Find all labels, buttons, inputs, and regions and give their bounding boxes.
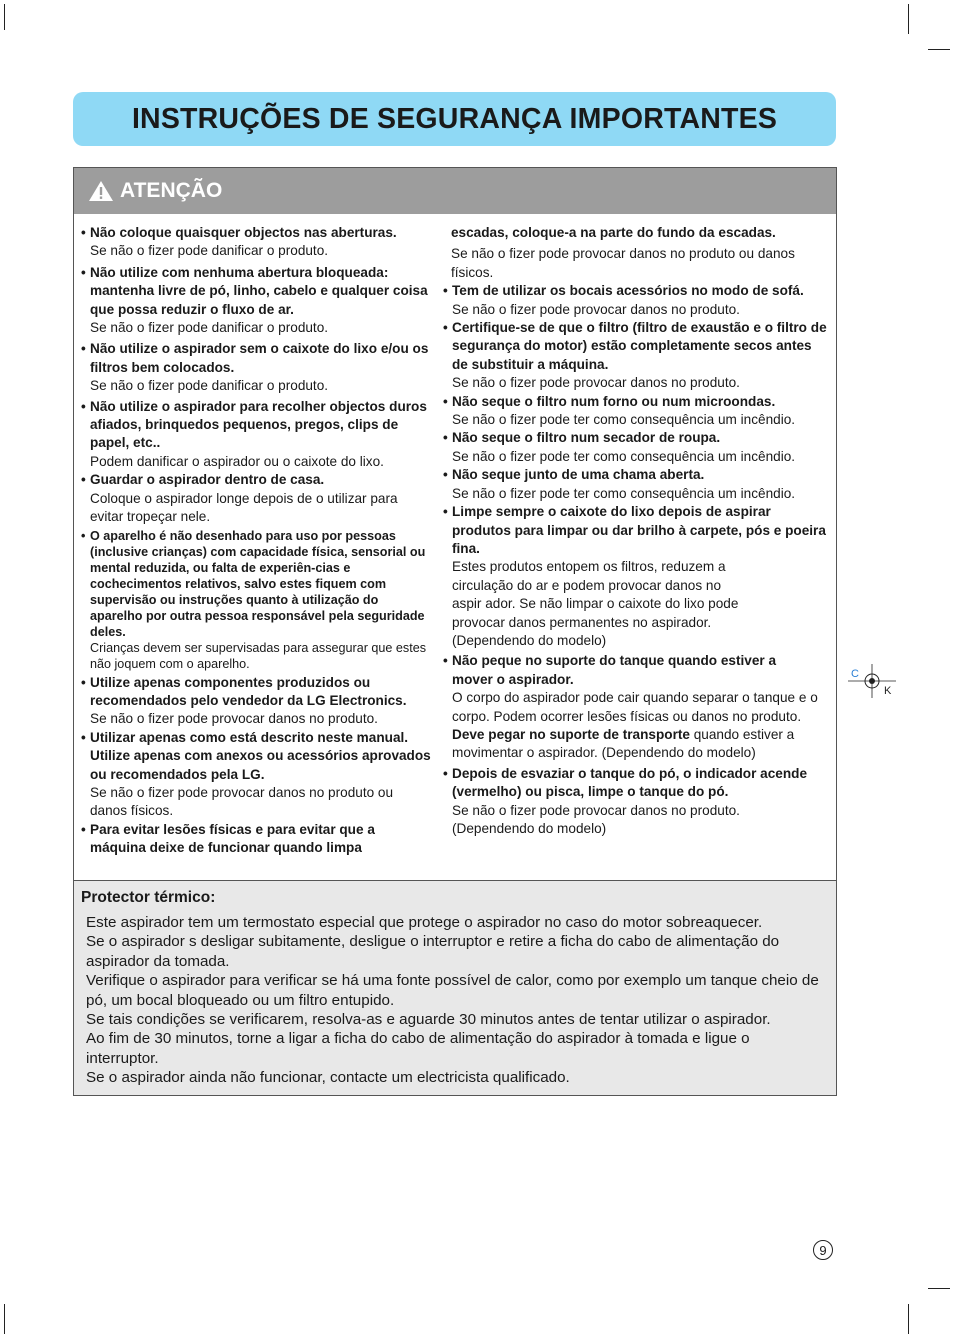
crop-mark (4, 1304, 5, 1334)
list-item: • Não peque no suporte do tanque quando estiver a mover o aspirador. O corpo do aspirador pode cair quando separar o tanque e o corpo. Podem ocorrer lesões físicas ou danos no produto. Deve pegar no suporte de transporte quando estiver a movimentar o aspirador. (Dependendo do modelo) (443, 652, 831, 762)
list-item: • O aparelho é não desenhado para uso por pessoas (inclusive crianças) com capacidade física, sensorial ou mental reduzida, ou falta de experiên-cias e cochecimentos relativos, salvo estes fiquem com supervisão ou instruções quanto à utilização do aparelho por outra pessoa responsável pela seguridade deles. Crianças devem ser supervisadas para assegurar que estes não joquem com o aparelho. (81, 528, 433, 672)
list-item: • Não seque o filtro num forno ou num microondas. Se não o fizer pode ter como consequência um incêndio. (443, 393, 831, 430)
registration-k-label: K (884, 685, 892, 697)
item-text: quando estiver a movimentar o aspirador. (Dependendo do modelo) (452, 726, 795, 761)
item-text: Crianças devem ser supervisadas para assegurar que estes não joquem com o aparelho. (90, 640, 427, 671)
page-title: INSTRUÇÕES DE SEGURANÇA IMPORTANTES (131, 102, 778, 135)
attention-left-column (81, 224, 433, 858)
item-text: Se não o fizer pode danificar o produto. (90, 243, 329, 259)
crop-mark (928, 1288, 950, 1289)
item-text: Se não o fizer pode provocar danos no produto. (90, 711, 378, 727)
thermal-paragraph: Ao fim de 30 minutos, torne a ligar a ficha do cabo de alimentação do aspirador à tomada e ligue o interruptor. (86, 1030, 750, 1067)
list-item: • Certifique-se de que o filtro (filtro de exaustão e o filtro de segurança do motor) estão completamente secos antes de substituir a máquina. Se não o fizer pode provocar danos no produto. (443, 319, 831, 393)
list-item: • Utilizar apenas como está descrito neste manual. Utilize apenas com anexos ou acessórios aprovados ou recomendados pela LG. Se não o fizer pode provocar danos no produto ou danos físicos. (81, 729, 433, 821)
item-text: Se não o fizer pode provocar danos no produto ou danos físicos. (90, 784, 394, 819)
thermal-protector-box (73, 880, 837, 1096)
item-text: Se não o fizer pode danificar o produto. (90, 378, 329, 394)
item-text: Se não o fizer pode ter como consequência um incêndio. (452, 412, 796, 428)
item-text: O corpo do aspirador pode cair quando separar o tanque e o corpo. Podem ocorrer lesões físicas ou danos no produto. (452, 690, 818, 724)
thermal-paragraph: Se tais condições se verificarem, resolva-as e aguarde 30 minutos antes de tentar utilizar o aspirador. (86, 1011, 771, 1029)
list-item: • Utilize apenas componentes produzidos ou recomendados pelo vendedor da LG Electronics. Se não o fizer pode provocar danos no produto. (81, 674, 433, 729)
crop-mark (928, 49, 950, 50)
list-item: • Para evitar lesões físicas e para evitar que a máquina deixe de funcionar quando limpa (81, 821, 433, 858)
item-text: Se não o fizer pode provocar danos no produto. (452, 301, 740, 317)
thermal-title: Protector térmico: (81, 889, 216, 906)
thermal-paragraph: Se o aspirador s desligar subitamente, desligue o interruptor e retire a ficha do cabo de alimentação do aspirador da tomada. (86, 933, 780, 970)
item-heading: Não utilize o aspirador sem o caixote do lixo e/ou os filtros bem colocados. (90, 341, 429, 375)
item-heading: escadas, coloque-a na parte do fundo da escadas. (451, 225, 776, 240)
list-item: • Tem de utilizar os bocais acessórios no modo de sofá. Se não o fizer pode provocar danos no produto. (443, 282, 831, 319)
item-heading: O aparelho é não desenhado para uso por pessoas (inclusive crianças) com capacidade física, sensorial ou mental reduzida, ou falta de experiên-cias e cochecimentos relativos, salvo estes fiquem com supervisão ou instruções quanto à utilização do aparelho por outra pessoa responsável pela seguridade deles. (90, 528, 426, 639)
list-item: • Não coloque quaisquer objectos nas aberturas. Se não o fizer pode danificar o produto. (81, 224, 433, 261)
list-item: • Não seque o filtro num secador de roupa. Se não o fizer pode ter como consequência um incêndio. (443, 429, 831, 466)
crop-mark (908, 4, 909, 34)
attention-label: ATENÇÃO (120, 179, 223, 202)
list-item: • Depois de esvaziar o tanque do pó, o indicador acende (vermelho) ou pisca, limpe o tanque do pó. Se não o fizer pode provocar danos no produto. (Dependendo do modelo) (443, 765, 831, 839)
thermal-body (86, 913, 826, 1088)
item-text: Estes produtos entopem os filtros, reduzem a circulação do ar e podem provocar danos no aspir ador. Se não limpar o caixote do lixo pode provocar danos permanentes no aspirador. (Dependendo do modelo) (452, 559, 739, 648)
item-heading: Não seque junto de uma chama aberta. (452, 467, 705, 483)
item-text: Se não o fizer pode provocar danos no produto. (Dependendo do modelo) (452, 802, 740, 836)
item-heading: Não seque o filtro num forno ou num microondas. (452, 393, 776, 409)
thermal-paragraph: Este aspirador tem um termostato especial que protege o aspirador no caso do motor sobreaquecer. (86, 914, 763, 931)
item-text: Se não o fizer pode ter como consequência um incêndio. (452, 485, 796, 501)
list-item: • Limpe sempre o caixote do lixo depois de aspirar produtos para limpar ou dar brilho à carpete, pós e poeira fina. Estes produtos entopem os filtros, reduzem a circulação do ar e podem provocar danos no aspir ador. Se não limpar o caixote do lixo pode provocar danos permanentes no aspirador. (Dependendo do modelo) (443, 503, 831, 650)
item-heading: Tem de utilizar os bocais acessórios no modo de sofá. (452, 283, 804, 299)
item-heading: Utilize apenas componentes produzidos ou recomendados pelo vendedor da LG Electronics. (90, 674, 407, 708)
crop-mark (4, 4, 5, 30)
item-heading: Não seque o filtro num secador de roupa. (452, 430, 721, 446)
item-text: Se não o fizer pode provocar danos no produto. (452, 375, 740, 391)
item-text: Se não o fizer pode provocar danos no produto ou danos físicos. (451, 246, 795, 280)
item-heading: Certifique-se de que o filtro (filtro de exaustão e o filtro de segurança do motor) estão completamente secos antes de substituir a máquina. (452, 320, 827, 372)
crop-mark (908, 1304, 909, 1334)
attention-right-column (443, 224, 831, 838)
list-item: • Não utilize o aspirador sem o caixote do lixo e/ou os filtros bem colocados. Se não o fizer pode danificar o produto. (81, 340, 433, 395)
thermal-paragraph: Se o aspirador ainda não funcionar, contacte um electricista qualificado. (86, 1069, 570, 1087)
item-text: Se não o fizer pode danificar o produto. (90, 320, 329, 336)
item-heading: Depois de esvaziar o tanque do pó, o indicador acende (vermelho) ou pisca, limpe o tanque do pó. (452, 765, 808, 800)
list-item (443, 224, 831, 282)
list-item: • Não seque junto de uma chama aberta. Se não o fizer pode ter como consequência um incêndio. (443, 466, 831, 503)
item-heading: Utilizar apenas como está descrito neste manual. Utilize apenas com anexos ou acessórios aprovados ou recomendados pela LG. (90, 729, 431, 782)
item-text: Se não o fizer pode ter como consequência um incêndio. (452, 448, 796, 464)
list-item: • Não utilize com nenhuma abertura bloqueada: mantenha livre de pó, linho, cabelo e qualquer coisa que possa reduzir o fluxo de ar. Se não o fizer pode danificar o produto. (81, 264, 433, 338)
item-heading: Não coloque quaisquer objectos nas aberturas. (90, 225, 397, 240)
attention-header (74, 168, 836, 214)
attention-box (73, 167, 837, 882)
thermal-paragraph: Verifique o aspirador para verificar se há uma fonte possível de calor, como por exemplo um tanque cheio de pó, um bocal bloqueado ou um filtro entupido. (86, 972, 819, 1009)
item-text: Coloque o aspirador longe depois de o utilizar para evitar tropeçar nele. (90, 490, 398, 525)
page-number: 9 (813, 1240, 833, 1260)
item-heading: Não utilize com nenhuma abertura bloqueada: mantenha livre de pó, linho, cabelo e qualquer coisa que possa reduzir o fluxo de ar. (90, 264, 428, 317)
item-heading: Não peque no suporte do tanque quando estiver a mover o aspirador. (452, 653, 777, 687)
list-item: • Guardar o aspirador dentro de casa. Coloque o aspirador longe depois de o utilizar para evitar tropeçar nele. (81, 471, 433, 526)
item-heading: Para evitar lesões físicas e para evitar que a máquina deixe de funcionar quando limpa (90, 821, 375, 856)
warning-triangle-icon (88, 180, 114, 202)
list-item: • Não utilize o aspirador para recolher objectos duros afiados, brinquedos pequenos, pregos, clips de papel, etc.. Podem danificar o aspirador ou o caixote do lixo. (81, 398, 433, 472)
item-heading: Não utilize o aspirador para recolher objectos duros afiados, brinquedos pequenos, pregos, clips de papel, etc.. (90, 398, 427, 451)
item-text-bold: Deve pegar no suporte de transporte (452, 726, 690, 742)
item-text: Podem danificar o aspirador ou o caixote do lixo. (90, 453, 384, 469)
item-heading: Limpe sempre o caixote do lixo depois de aspirar produtos para limpar ou dar brilho à carpete, pós e poeira fina. (452, 504, 826, 556)
page-title-banner (73, 92, 836, 146)
item-heading: Guardar o aspirador dentro de casa. (90, 472, 325, 488)
registration-c-label: C (851, 668, 859, 680)
